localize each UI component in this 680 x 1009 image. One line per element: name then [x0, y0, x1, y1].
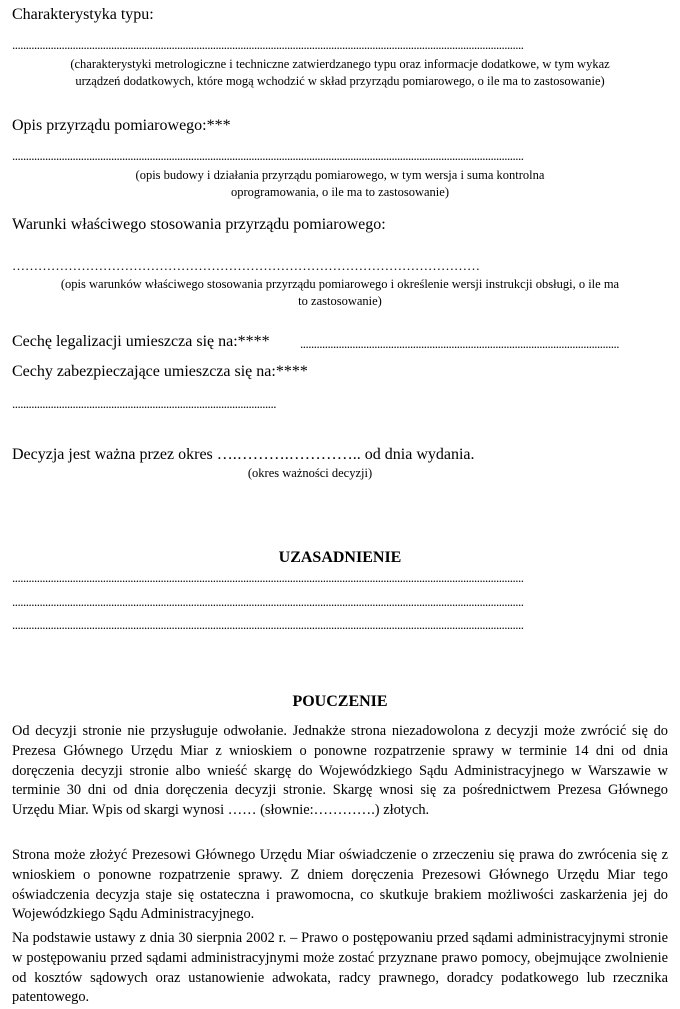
instrument-description-label: Opis przyrządu pomiarowego:***	[12, 117, 231, 134]
type-characteristics-label: Charakterystyka typu:	[12, 6, 154, 23]
instrument-description-note	[12, 167, 668, 201]
instrument-description-note-line1: (opis budowy i działania przyrządu pomiarowego, w tym wersja i suma kontrolna	[135, 168, 545, 182]
instrument-description-dotted-line: ..........................................................................................................................................................................................	[12, 148, 524, 163]
instruction-paragraph-3: Na podstawie ustawy z dnia 30 sierpnia 2002 r. – Prawo o postępowaniu przed sądami administracyjnymi stronie w postępowaniu przed sądami administracyjnymi może zostać przyznane prawo pomocy, obejmujące zwolnienie od kosztów sądowych oraz ustanowienie adwokata, radcy prawnego, doradcy podatkowego lub rzecznika patentowego.	[12, 930, 668, 1006]
instruction-paragraph-2: Strona może złożyć Prezesowi Głównego Urzędu Miar oświadczenie o zrzeczeniu się prawa do zwrócenia się z wnioskiem o ponowne rozpatrzenie sprawy. Z dniem doręczenia Prezesowi Głównego Urzędu Miar tego oświadczenia decyzja staje się ostateczna i prawomocna, co skutkuje brakiem możliwości zaskarżenia jej do Wojewódzkiego Sądu Administracyjnego.	[12, 847, 668, 923]
justification-dotted-line-3: ..........................................................................................................................................................................................	[12, 617, 524, 632]
usage-conditions-label: Warunki właściwego stosowania przyrządu pomiarowego:	[12, 216, 386, 233]
type-characteristics-dotted-line: ..........................................................................................................................................................................................	[12, 37, 524, 52]
usage-conditions-note	[12, 276, 668, 310]
instruction-heading: POUCZENIE	[292, 693, 388, 710]
usage-conditions-dotted-line: ………………………………………………………………………………………………	[12, 258, 480, 273]
legalization-mark-label: Cechę legalizacji umieszcza się na:****	[12, 333, 270, 350]
security-marks-label: Cechy zabezpieczające umieszcza się na:****	[12, 363, 308, 380]
instrument-description-note-line2: oprogramowania, o ile ma to zastosowanie)	[231, 185, 449, 199]
type-characteristics-note	[12, 56, 668, 90]
legalization-mark-dotted-line: ....................................................................................................................	[300, 336, 619, 351]
validity-period-note: (okres ważności decyzji)	[247, 466, 373, 480]
justification-dotted-line-2: ..........................................................................................................................................................................................	[12, 594, 524, 609]
usage-conditions-note-line2: to zastosowanie)	[298, 294, 382, 308]
validity-period-text: Decyzja jest ważna przez okres ….……….………….. od dnia wydania.	[12, 446, 475, 463]
security-marks-dotted-line: ................................................................................................	[12, 396, 276, 411]
justification-dotted-line-1: ..........................................................................................................................................................................................	[12, 570, 524, 585]
type-characteristics-note-line2: urządzeń dodatkowych, które mogą wchodzić w skład przyrządu pomiarowego, o ile ma to zastosowanie)	[75, 74, 605, 88]
usage-conditions-note-line1: (opis warunków właściwego stosowania przyrządu pomiarowego i określenie wersji instrukcji obsługi, o ile ma	[60, 277, 620, 291]
justification-heading: UZASADNIENIE	[278, 549, 402, 566]
type-characteristics-note-line1: (charakterystyki metrologiczne i techniczne zatwierdzanego typu oraz informacje dodatkowe, w tym wykaz	[70, 57, 610, 71]
instruction-paragraph-1: Od decyzji stronie nie przysługuje odwołanie. Jednakże strona niezadowolona z decyzji może zwrócić się do Prezesa Głównego Urzędu Miar z wnioskiem o ponowne rozpatrzenie sprawy w terminie 14 dni od dnia doręczenia decyzji stronie albo wnieść skargę do Wojewódzkiego Sądu Administracyjnego w Warszawie w terminie 30 dni od dnia doręczenia decyzji stronie. Skargę wnosi się za pośrednictwem Prezesa Głównego Urzędu Miar. Wpis od skargi wynosi …… (słownie:………….) złotych.	[12, 723, 668, 819]
